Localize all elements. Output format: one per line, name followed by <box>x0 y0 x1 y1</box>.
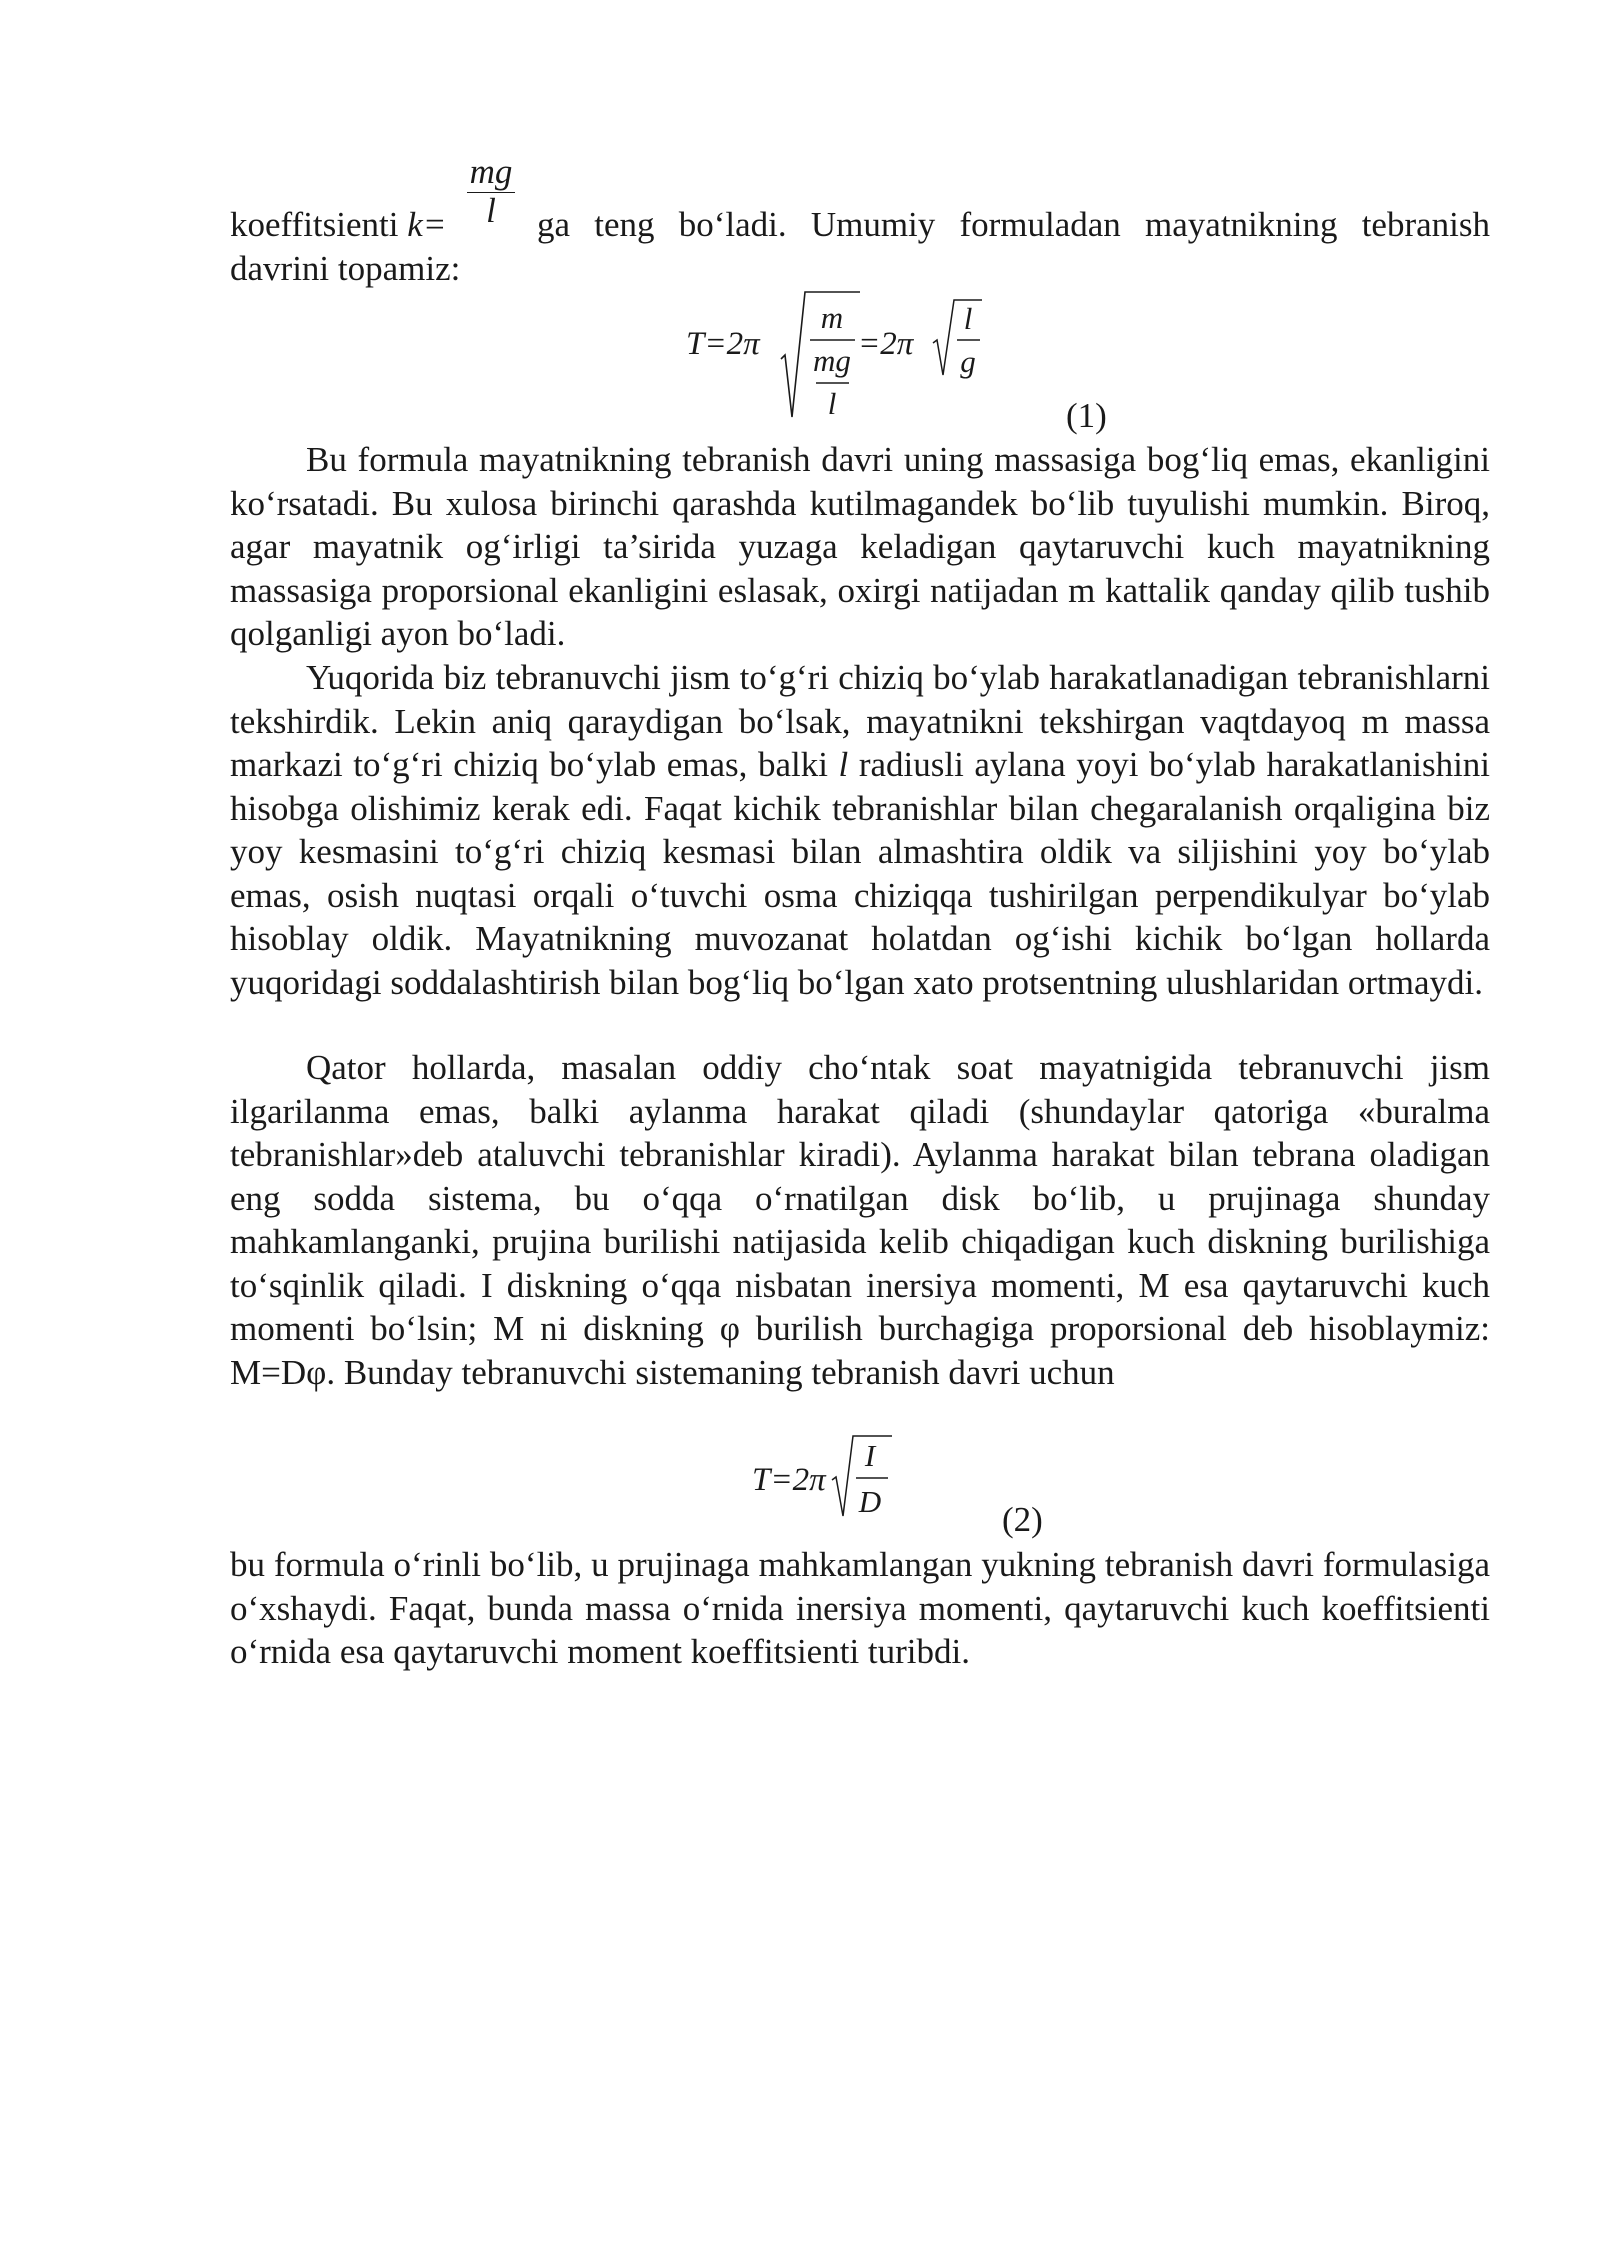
paragraph-2-part-a: Yuqorida biz tebranuvchi jism to‘g‘ri chiziq bo‘ylab harakatlanadigan tebranishlarni tekshirdik. Lekin aniq qaraydigan bo‘lsak, mayatnikni tekshirgan vaqtdayoq m massa markazi to‘g‘ri chiziq bo‘ylab emas, balki <box>230 658 1490 784</box>
formula-1-inner-den-num: mg <box>813 343 851 378</box>
paragraph-1: Bu formula mayatnikning tebranish davri uning massasiga bog‘liq emas, ekanligini ko‘rsatadi. Bu xulosa birinchi qarashda kutilmagandek bo‘lib tuyulishi mumkin. Biroq, agar mayatnik og‘irligi ta’sirida yuzaga keladigan qaytaruvchi kuch mayatnikning massasiga proporsional ekanligini eslasak, oxirgi natijadan m kattalik qanday qilib tushib qolganligi ayon bo‘ladi. <box>230 440 1490 653</box>
paragraph-3: Qator hollarda, masalan oddiy cho‘ntak soat mayatnigida tebranuvchi jism ilgarilanma emas, balki aylanma harakat qiladi (shundaylar qatoriga «buralma tebranishlar»deb ataluvchi tebranishlar kiradi). Aylanma harakat bilan tebrana oladigan eng sodda sistema, bu o‘qqa o‘rnatilgan disk bo‘lib, u prujinaga shunday mahkamlanganki, prujina burilishi natijasida kelib chiqadigan kuch diskning burilishiga to‘sqinlik qiladi. I diskning o‘qqa nisbatan inersiya momenti, M esa qaytaruvchi kuch momenti bo‘lsin; M ni diskning φ burilish burchagiga proporsional deb hisoblaymiz: M=Dφ. Bunday tebranuvchi sistemaning tebranish davri uchun <box>230 1048 1490 1392</box>
equation-number-1: (1) <box>1066 396 1107 435</box>
formula-1-inner-den-den: l <box>827 386 837 421</box>
formula-2-lhs: T=2π <box>752 1462 826 1498</box>
formula-1-rhs-num: l <box>963 301 973 336</box>
formula-2-num: I <box>864 1438 876 1473</box>
intro-line-1-continued: ga teng bo‘ladi. Umumiy formuladan mayatnikning tebranish <box>537 205 1490 244</box>
paragraph-4: bu formula o‘rinli bo‘lib, u prujinaga mahkamlangan yukning tebranish davri formulasiga o‘xshaydi. Faqat, bunda massa o‘rnida inersiya momenti, qaytaruvchi kuch koeffitsienti o‘rnida esa qaytaruvchi moment koeffitsienti turibdi. <box>230 1545 1490 1671</box>
formula-1-equals: =2π <box>858 326 914 362</box>
paragraph-2-italic-l: l <box>838 745 849 784</box>
intro-word-koeffitsienti: koeffitsienti <box>230 205 399 244</box>
intro-k-equals: k= <box>407 205 447 244</box>
intro-line-2: davrini topamiz: <box>230 249 461 288</box>
formula-1-rhs-den: g <box>960 344 976 379</box>
formula-2-den: D <box>858 1484 882 1519</box>
inline-fraction-numerator: mg <box>469 152 513 191</box>
formula-2 <box>740 1430 920 1530</box>
formula-1-inner-num: m <box>820 300 844 335</box>
paragraph-2 <box>230 656 1490 1004</box>
paragraph-2-part-b: radiusli aylana yoyi bo‘ylab harakatlanishini hisobga olishimiz kerak edi. Faqat kichik tebranishlar bilan chegaralanish orqaligina biz yoy kesmasini to‘g‘ri chiziq kesmasi bilan almashtira oldik va siljishini yoy bo‘ylab emas, osish nuqtasi orqali o‘tuvchi osma chiziqqa tushirilgan perpendikulyar bo‘ylab hisoblay oldik. Mayatnikning muvozanat holatdan og‘ishi kichik bo‘lgan hollarda yuqoridagi soddalashtirish bilan bog‘liq bo‘lgan xato protsentning ulushlaridan ortmaydi. <box>230 745 1491 1002</box>
formula-1-lhs: T=2π <box>686 326 760 362</box>
inline-fraction-denominator: l <box>486 191 496 230</box>
equation-number-2: (2) <box>1002 1500 1043 1539</box>
formula-1 <box>660 285 1000 435</box>
